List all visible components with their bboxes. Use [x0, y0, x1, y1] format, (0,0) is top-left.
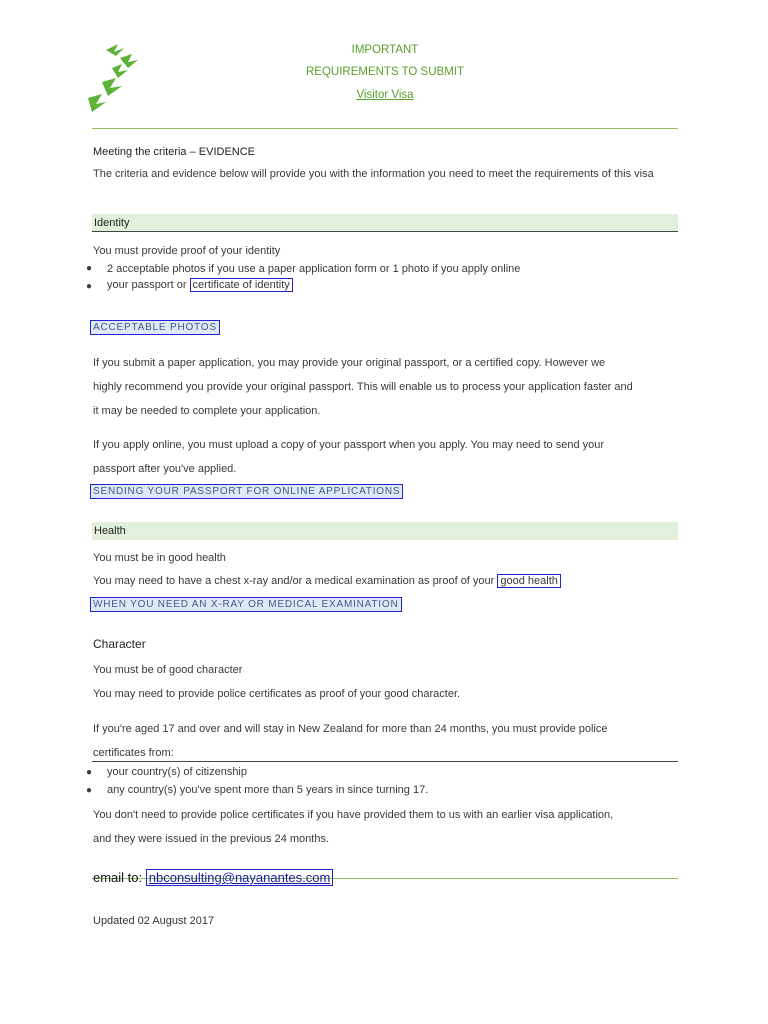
character-bullet-5-years: any country(s) you've spent more than 5 years in since turning 17. — [107, 784, 429, 796]
section-heading-health: Health — [92, 522, 678, 540]
character-aged-line-2: certificates from: — [93, 747, 174, 759]
identity-passport-text: your passport or — [107, 279, 190, 291]
section-heading-identity: Identity — [92, 214, 678, 232]
intro-paragraph: The criteria and evidence below will provide you with the information you need to meet the requirements of this visa — [93, 168, 654, 180]
email-link[interactable]: nbconsulting@nayanantes.com — [146, 869, 334, 886]
identity-proof-text: You must provide proof of your identity — [93, 245, 281, 257]
character-divider — [92, 761, 678, 762]
character-note-line-1: You don't need to provide police certificates if you have provided them to us with an earlier visa application, — [93, 809, 614, 821]
character-note-line-2: and they were issued in the previous 24 months. — [93, 833, 330, 845]
character-line-2: You may need to provide police certificates as proof of your good character. — [93, 688, 461, 700]
header-requirements: REQUIREMENTS TO SUBMIT — [305, 66, 465, 78]
xray-medical-link[interactable]: WHEN YOU NEED AN X-RAY OR MEDICAL EXAMINATION — [90, 597, 402, 612]
email-label: email to: — [93, 870, 146, 885]
updated-date: Updated 02 August 2017 — [93, 915, 215, 927]
bullet-dot: ● — [86, 785, 93, 796]
character-line-1: You must be of good character — [93, 664, 243, 676]
health-line-2 — [93, 575, 561, 587]
bullet-dot: ● — [86, 767, 93, 778]
certificate-of-identity-link[interactable]: certificate of identity — [190, 278, 293, 292]
paper-application-line-2: highly recommend you provide your original passport. This will enable us to process your application faster and — [93, 381, 633, 393]
header-important: IMPORTANT — [351, 44, 419, 56]
bullet-dot: ● — [86, 263, 93, 274]
email-line — [93, 870, 333, 885]
health-line-1: You must be in good health — [93, 552, 226, 564]
online-application-line-2: passport after you've applied. — [93, 463, 237, 475]
identity-bullet-photos: 2 acceptable photos if you use a paper application form or 1 photo if you apply online — [107, 263, 521, 275]
character-bullet-citizenship: your country(s) of citizenship — [107, 766, 247, 778]
online-application-line-1: If you apply online, you must upload a copy of your passport when you apply. You may need to send your — [93, 439, 605, 451]
paper-application-line-1: If you submit a paper application, you may provide your original passport, or a certified copy. However we — [93, 357, 606, 369]
character-aged-line-1: If you're aged 17 and over and will stay in New Zealand for more than 24 months, you must provide police — [93, 723, 608, 735]
identity-bullet-passport — [107, 279, 293, 291]
section-title-evidence: Meeting the criteria – EVIDENCE — [93, 146, 256, 158]
bullet-dot: ● — [86, 281, 93, 292]
health-line-2-text: You may need to have a chest x-ray and/or a medical examination as proof of your — [93, 575, 498, 587]
bird-logo-icon — [84, 42, 140, 114]
section-heading-character: Character — [93, 637, 146, 651]
good-health-link[interactable]: good health — [497, 574, 561, 588]
sending-passport-link[interactable]: SENDING YOUR PASSPORT FOR ONLINE APPLICATIONS — [90, 484, 403, 499]
paper-application-line-3: it may be needed to complete your application. — [93, 405, 321, 417]
header-visa-type[interactable]: Visitor Visa — [356, 89, 414, 101]
header-divider — [92, 128, 678, 129]
acceptable-photos-link[interactable]: ACCEPTABLE PHOTOS — [90, 320, 220, 335]
